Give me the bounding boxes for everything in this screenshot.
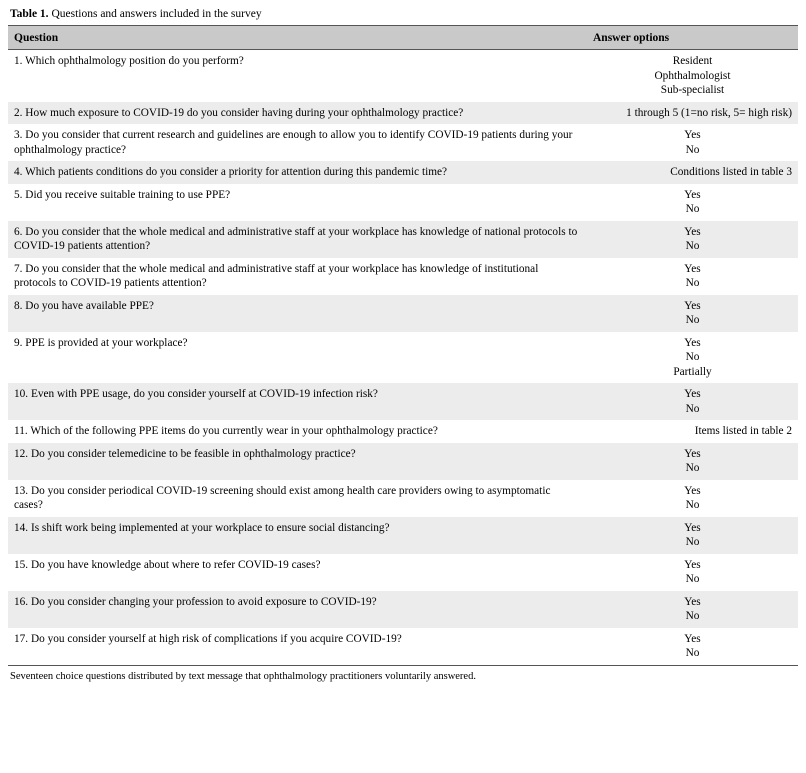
answer-option: Resident — [672, 55, 713, 67]
answer-option: Yes — [684, 484, 701, 497]
answer-cell — [587, 221, 798, 258]
answer-option: Yes — [684, 129, 701, 141]
answer-option: No — [685, 573, 700, 585]
table-row — [8, 295, 798, 332]
answer-option: Sub-specialist — [660, 84, 725, 96]
answer-cell — [587, 332, 798, 384]
question-cell: 14. Is shift work being implemented at your workplace to ensure social distancing? — [8, 517, 587, 554]
question-cell: 5. Did you receive suitable training to use PPE? — [8, 184, 587, 221]
table-row — [8, 50, 798, 102]
answer-option: Yes — [684, 595, 701, 608]
answer-option: No — [685, 402, 700, 415]
table-row — [8, 554, 798, 591]
answer-option: Yes — [684, 262, 701, 275]
column-header-answer: Answer options — [587, 26, 798, 50]
question-cell: 9. PPE is provided at your workplace? — [8, 332, 587, 384]
question-cell: 10. Even with PPE usage, do you consider yourself at COVID-19 infection risk? — [8, 383, 587, 420]
answer-option: Conditions listed in table 3 — [670, 166, 792, 178]
table-body — [8, 50, 798, 665]
caption-label: Table 1. — [10, 8, 49, 20]
answer-option: No — [685, 203, 700, 215]
table-row — [8, 102, 798, 125]
table-row — [8, 443, 798, 480]
answer-option: No — [685, 314, 700, 326]
answer-cell — [587, 480, 798, 517]
answer-option: Yes — [684, 388, 701, 400]
answer-cell — [587, 443, 798, 480]
answer-cell — [587, 383, 798, 420]
answer-cell — [587, 50, 798, 102]
answer-option: Yes — [684, 558, 701, 571]
table-row — [8, 161, 798, 184]
answer-option: No — [685, 536, 700, 548]
answer-cell — [587, 420, 798, 443]
answer-option: Yes — [684, 225, 701, 238]
answer-option: Ophthalmologist — [654, 69, 731, 82]
question-cell: 15. Do you have knowledge about where to refer COVID-19 cases? — [8, 554, 587, 591]
question-cell: 16. Do you consider changing your profession to avoid exposure to COVID-19? — [8, 591, 587, 628]
question-cell: 3. Do you consider that current research and guidelines are enough to allow you to identify COVID-19 patients during your ophthalmology practice? — [8, 124, 587, 161]
question-cell: 2. How much exposure to COVID-19 do you consider having during your ophthalmology practice? — [8, 102, 587, 125]
answer-cell — [587, 161, 798, 184]
table-caption — [8, 6, 798, 25]
table-row — [8, 332, 798, 384]
table-row — [8, 591, 798, 628]
question-cell: 17. Do you consider yourself at high risk of complications if you acquire COVID-19? — [8, 628, 587, 665]
answer-cell — [587, 517, 798, 554]
answer-option: No — [685, 462, 700, 474]
answer-cell — [587, 184, 798, 221]
table-row — [8, 221, 798, 258]
answer-option: Yes — [684, 521, 701, 534]
answer-option: Yes — [684, 632, 701, 645]
answer-option: No — [685, 351, 700, 363]
answer-cell — [587, 554, 798, 591]
answer-option: Yes — [684, 447, 701, 460]
answer-option: No — [685, 499, 700, 511]
answer-option: Yes — [684, 299, 701, 312]
answer-cell — [587, 591, 798, 628]
answer-cell — [587, 295, 798, 332]
answer-option: Yes — [684, 188, 701, 201]
question-cell: 4. Which patients conditions do you consider a priority for attention during this pandemic time? — [8, 161, 587, 184]
answer-cell — [587, 258, 798, 295]
answer-option: 1 through 5 (1=no risk, 5= high risk) — [626, 106, 792, 119]
table-row — [8, 383, 798, 420]
table-row — [8, 258, 798, 295]
answer-option: No — [685, 647, 700, 659]
question-cell: 7. Do you consider that the whole medical and administrative staff at your workplace has knowledge of institutional protocols to COVID-19 patients attention? — [8, 258, 587, 295]
question-cell: 13. Do you consider periodical COVID-19 screening should exist among health care providers owing to asymptomatic cases? — [8, 480, 587, 517]
table-row — [8, 517, 798, 554]
survey-table — [8, 25, 798, 665]
answer-cell — [587, 102, 798, 125]
answer-option: Yes — [684, 336, 701, 349]
table-row — [8, 480, 798, 517]
answer-cell — [587, 124, 798, 161]
answer-option: No — [685, 277, 700, 289]
question-cell: 11. Which of the following PPE items do you currently wear in your ophthalmology practice? — [8, 420, 587, 443]
question-cell: 8. Do you have available PPE? — [8, 295, 587, 332]
question-cell: 1. Which ophthalmology position do you perform? — [8, 50, 587, 102]
answer-option: Items listed in table 2 — [694, 425, 792, 437]
answer-option: No — [685, 240, 700, 252]
table-row — [8, 628, 798, 665]
answer-cell — [587, 628, 798, 665]
question-cell: 6. Do you consider that the whole medical and administrative staff at your workplace has knowledge of national protocols to COVID-19 patients attention? — [8, 221, 587, 258]
table-row — [8, 420, 798, 443]
answer-option: No — [685, 610, 700, 622]
answer-option: No — [685, 143, 700, 156]
caption-text: Questions and answers included in the survey — [48, 8, 262, 20]
table-header-row — [8, 26, 798, 50]
table-footnote: Seventeen choice questions distributed by text message that ophthalmology practitioners voluntarily answered. — [8, 665, 798, 683]
column-header-question: Question — [8, 26, 587, 50]
answer-option: Partially — [673, 365, 712, 378]
table-row — [8, 124, 798, 161]
table-row — [8, 184, 798, 221]
question-cell: 12. Do you consider telemedicine to be feasible in ophthalmology practice? — [8, 443, 587, 480]
table-header — [8, 26, 798, 50]
